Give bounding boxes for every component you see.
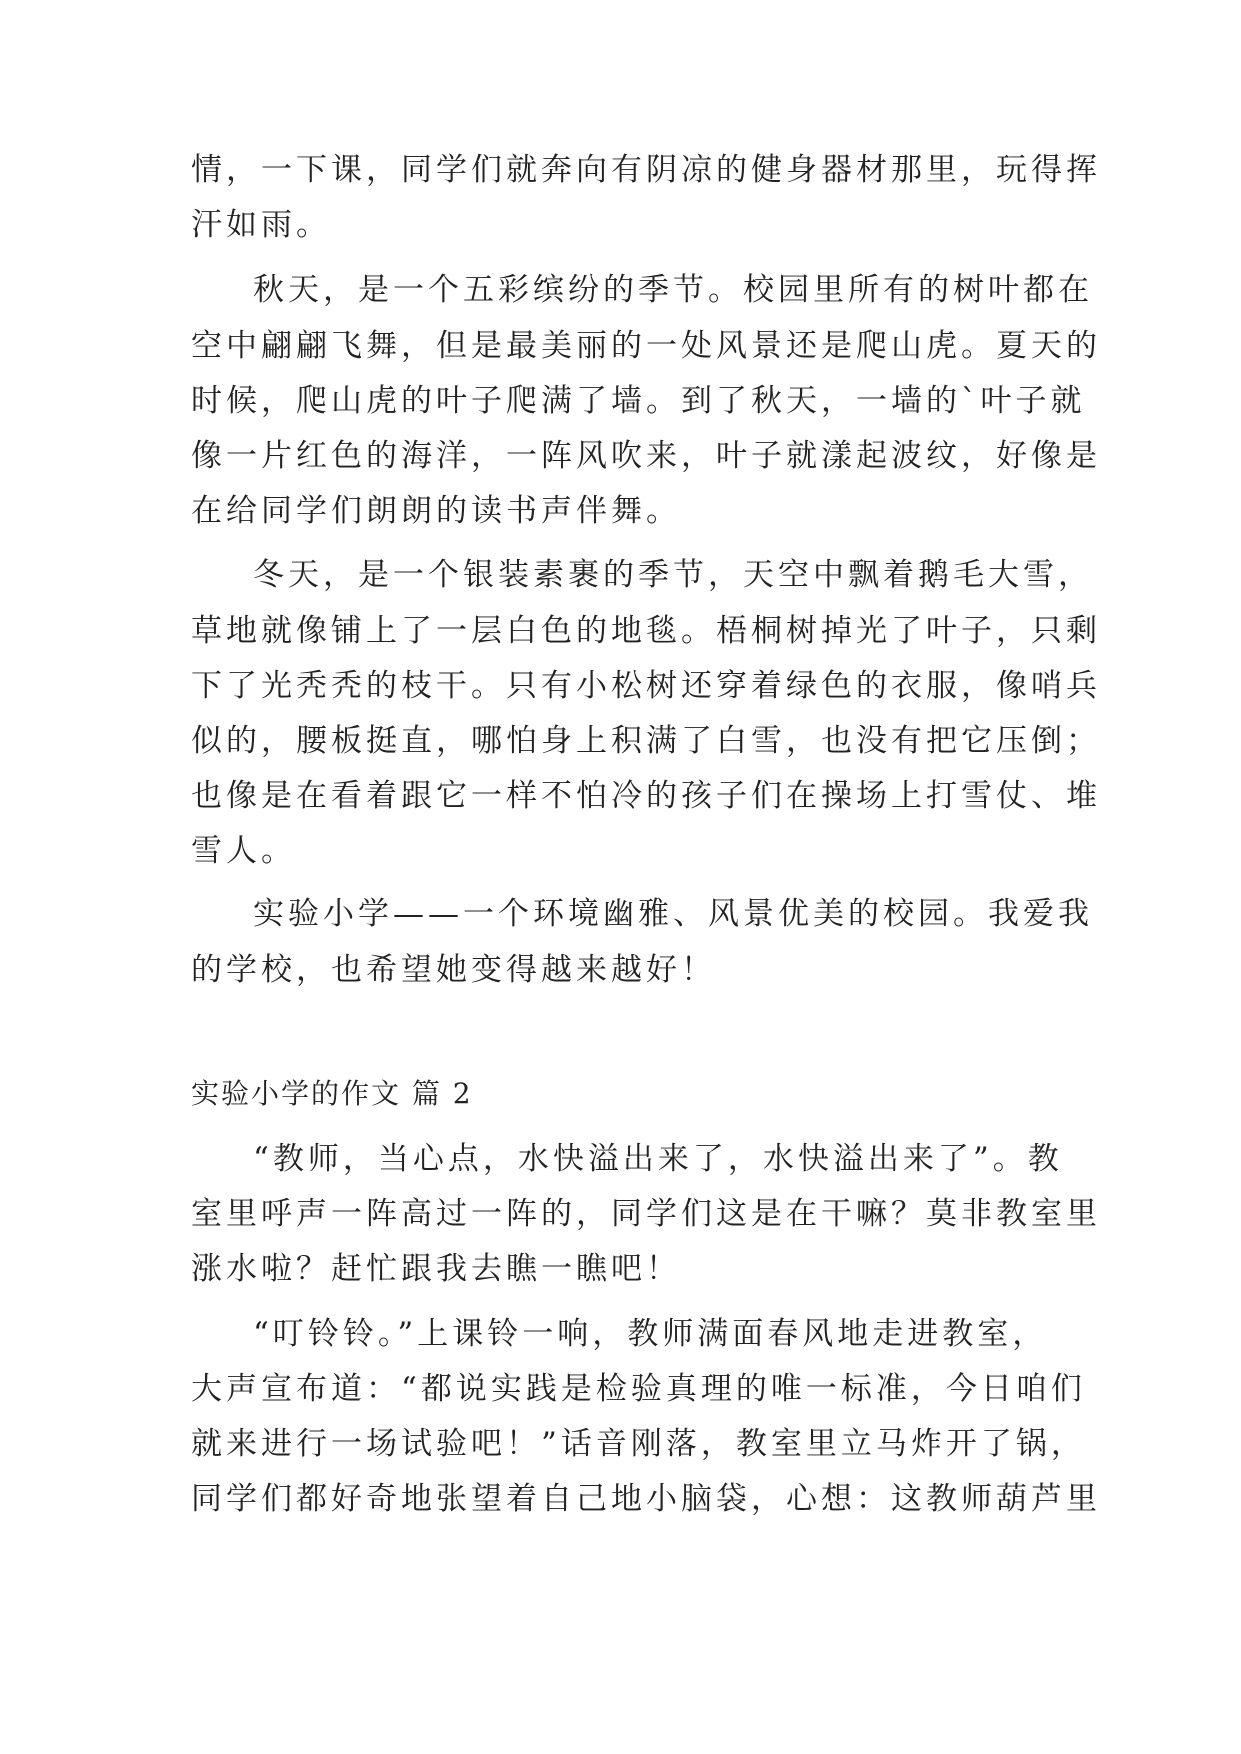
text-line: 在给同学们朗朗的读书声伴舞。: [191, 493, 681, 529]
text-line: 草地就像铺上了一层白色的地毯。梧桐树掉光了叶子，只剩: [191, 613, 1101, 649]
paragraph-autumn: 秋天，是一个五彩缤纷的季节。校园里所有的树叶都在: [253, 272, 1093, 308]
text-line: 汗如雨。: [191, 207, 331, 243]
text-line: 就来进行一场试验吧！”话音刚落，教室里立马炸开了锅，: [191, 1426, 1086, 1462]
text-line: 涨水啦？赶忙跟我去瞧一瞧吧！: [191, 1251, 681, 1287]
text-line: 下了光秃秃的枝干。只有小松树还穿着绿色的衣服，像哨兵: [191, 668, 1101, 704]
paragraph-essay2-opening: “教师，当心点，水快溢出来了，水快溢出来了”。教: [253, 1141, 1063, 1177]
paragraph-winter: 冬天，是一个银装素裹的季节，天空中飘着鹅毛大雪，: [253, 557, 1093, 593]
text-line: 时候，爬山虎的叶子爬满了墙。到了秋天，一墙的`叶子就: [191, 383, 1086, 419]
text-line: 雪人。: [191, 833, 296, 869]
paragraph-essay2-bell: “叮铃铃。”上课铃一响，教师满面春风地走进教室，: [253, 1316, 1048, 1352]
text-line: 室里呼声一阵高过一阵的，同学们这是在干嘛？莫非教室里: [191, 1196, 1101, 1232]
section-heading: 实验小学的作文 篇 2: [191, 1077, 473, 1110]
text-line: 也像是在看着跟它一样不怕冷的孩子们在操场上打雪仗、堆: [191, 778, 1101, 814]
text-line: 情，一下课，同学们就奔向有阴凉的健身器材那里，玩得挥: [191, 152, 1101, 188]
text-line: 似的，腰板挺直，哪怕身上积满了白雪，也没有把它压倒；: [191, 723, 1101, 759]
text-line: 空中翩翩飞舞，但是最美丽的一处风景还是爬山虎。夏天的: [191, 328, 1101, 364]
text-line: 像一片红色的海洋，一阵风吹来，叶子就漾起波纹，好像是: [191, 438, 1101, 474]
text-line: 大声宣布道：“都说实践是检验真理的唯一标准，今日咱们: [191, 1371, 1086, 1407]
text-line: 的学校，也希望她变得越来越好！: [191, 952, 716, 988]
text-line: 同学们都好奇地张望着自己地小脑袋，心想：这教师葫芦里: [191, 1481, 1101, 1517]
paragraph-conclusion: 实验小学——一个环境幽雅、风景优美的校园。我爱我: [253, 896, 1093, 932]
